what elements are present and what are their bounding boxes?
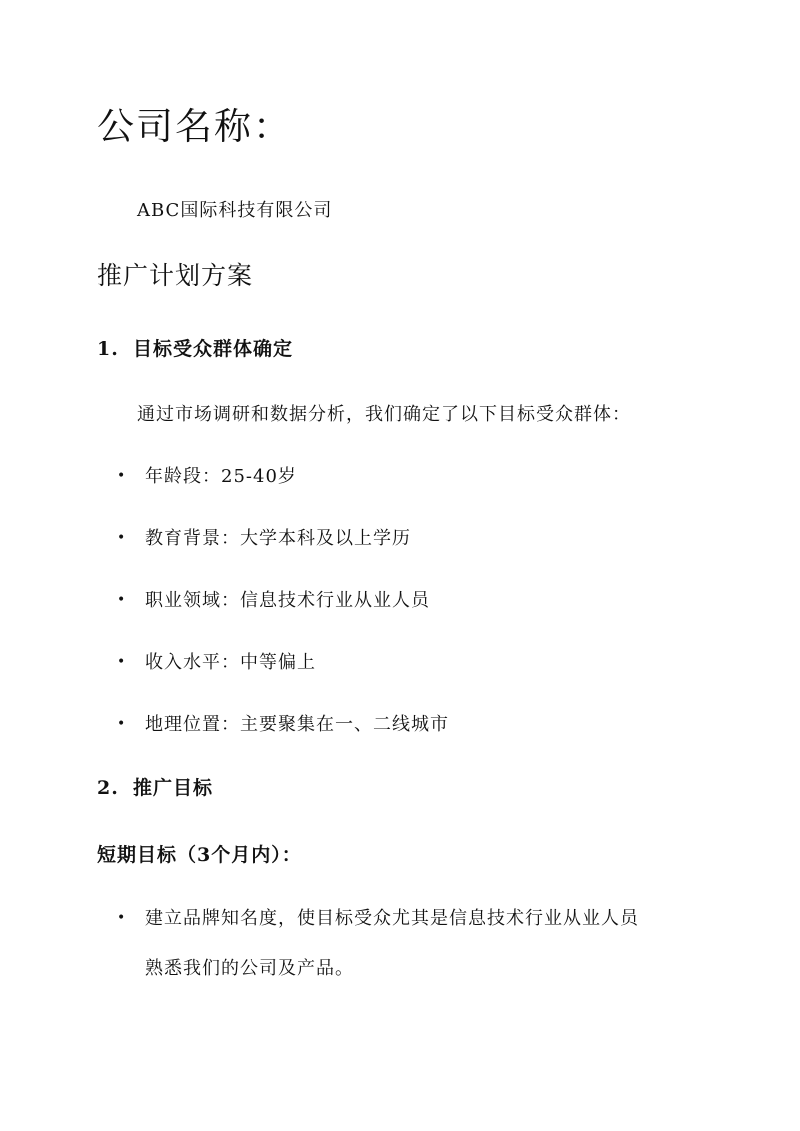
section-1-title: 目标受众群体确定 <box>133 338 294 360</box>
bullet-icon: • <box>117 530 127 546</box>
bullet-icon: • <box>117 716 127 732</box>
section-2-heading <box>97 773 213 800</box>
list-item-text: 年龄段：25-40岁 <box>145 466 297 487</box>
bullet-icon: • <box>117 592 127 608</box>
section-2-title: 推广目标 <box>133 777 214 799</box>
list-item <box>117 648 316 674</box>
section-1-number: 1. <box>97 338 119 360</box>
section-1-heading <box>97 334 293 361</box>
list-item <box>117 524 411 550</box>
list-item-text: 收入水平：中等偏上 <box>145 652 316 673</box>
short-term-goal-heading: 短期目标（3个月内）： <box>97 844 302 866</box>
list-item-text: 建立品牌知名度，使目标受众尤其是信息技术行业从业人员 <box>145 908 639 929</box>
bullet-icon: • <box>117 654 127 670</box>
section-2-number: 2. <box>97 777 119 799</box>
list-item <box>117 462 297 488</box>
list-item-text: 教育背景：大学本科及以上学历 <box>145 528 411 549</box>
bullet-icon: • <box>117 910 127 926</box>
bullet-icon: • <box>117 468 127 484</box>
list-item <box>117 710 449 736</box>
plan-title: 推广计划方案 <box>97 261 254 290</box>
list-item-text: 职业领域：信息技术行业从业人员 <box>145 590 430 611</box>
section-1-intro: 通过市场调研和数据分析，我们确定了以下目标受众群体： <box>137 404 631 425</box>
list-item <box>117 586 430 612</box>
list-item <box>117 904 639 930</box>
company-label-heading: 公司名称： <box>97 105 292 148</box>
company-name: ABC国际科技有限公司 <box>137 200 333 221</box>
list-item-continuation: 熟悉我们的公司及产品。 <box>145 958 354 979</box>
list-item-text: 地理位置：主要聚集在一、二线城市 <box>145 714 449 735</box>
